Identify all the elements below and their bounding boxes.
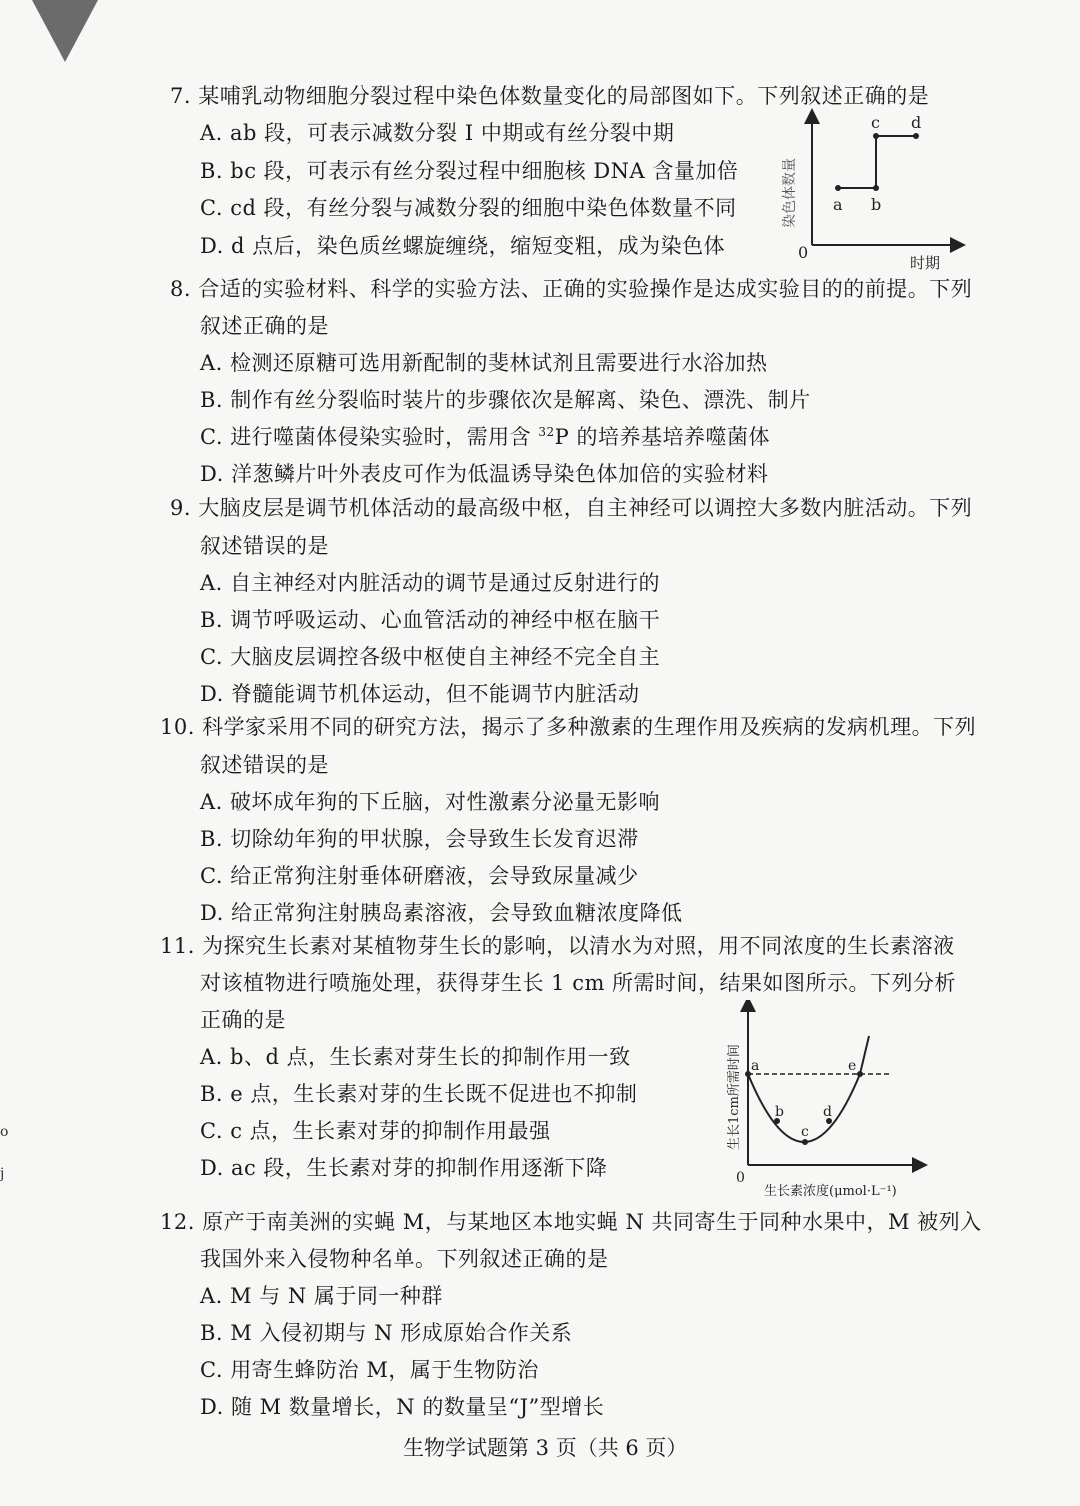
svg-text:e: e bbox=[848, 1058, 857, 1074]
svg-text:c: c bbox=[871, 113, 880, 132]
q10-option-a: A. 破坏成年狗的下丘脑，对性激素分泌量无影响 bbox=[200, 790, 661, 814]
question-7-stem: 7. 某哺乳动物细胞分裂过程中染色体数量变化的局部图如下。下列叙述正确的是 bbox=[170, 84, 930, 108]
q7-chromosome-step-figure bbox=[770, 108, 970, 273]
q11-option-b: B. e 点，生长素对芽的生长既不促进也不抑制 bbox=[200, 1082, 638, 1106]
svg-text:b: b bbox=[775, 1104, 784, 1120]
svg-text:b: b bbox=[871, 195, 882, 214]
svg-text:时期: 时期 bbox=[910, 254, 941, 272]
corner-logo-mark bbox=[32, 0, 98, 62]
question-8-stem: 8. 合适的实验材料、科学的实验方法、正确的实验操作是达成实验目的的前提。下列 bbox=[170, 277, 973, 301]
q11-option-c: C. c 点，生长素对芽的抑制作用最强 bbox=[200, 1119, 551, 1143]
q7-option-c: C. cd 段，有丝分裂与减数分裂的细胞中染色体数量不同 bbox=[200, 196, 737, 220]
question-12-stem: 12. 原产于南美洲的实蝇 M，与某地区本地实蝇 N 共同寄生于同种水果中，M 被列入 bbox=[160, 1210, 982, 1234]
q9-option-d: D. 脊髓能调节机体运动，但不能调节内脏活动 bbox=[200, 682, 640, 706]
q9-option-c: C. 大脑皮层调控各级中枢使自主神经不完全自主 bbox=[200, 645, 661, 669]
q12-option-a: A. M 与 N 属于同一种群 bbox=[200, 1284, 443, 1308]
svg-text:d: d bbox=[911, 113, 922, 132]
q10-option-b: B. 切除幼年狗的甲状腺，会导致生长发育迟滞 bbox=[200, 827, 639, 851]
svg-text:0: 0 bbox=[798, 243, 809, 262]
q8-option-d: D. 洋葱鳞片叶外表皮可作为低温诱导染色体加倍的实验材料 bbox=[200, 462, 769, 486]
svg-text:c: c bbox=[801, 1124, 809, 1140]
q9-option-b: B. 调节呼吸运动、心血管活动的神经中枢在脑干 bbox=[200, 608, 661, 632]
question-12-stem-cont: 我国外来入侵物种名单。下列叙述正确的是 bbox=[200, 1247, 609, 1271]
svg-text:d: d bbox=[823, 1104, 832, 1120]
q7-option-d: D. d 点后，染色质丝螺旋缠绕，缩短变粗，成为染色体 bbox=[200, 234, 726, 258]
q10-option-c: C. 给正常狗注射垂体研磨液，会导致尿量减少 bbox=[200, 864, 639, 888]
svg-text:生长素浓度(μmol·L⁻¹): 生长素浓度(μmol·L⁻¹) bbox=[764, 1184, 897, 1199]
question-11-stem-cont1: 对该植物进行喷施处理，获得芽生长 1 cm 所需时间，结果如图所示。下列分析 bbox=[200, 971, 957, 995]
q8-option-b: B. 制作有丝分裂临时装片的步骤依次是解离、染色、漂洗、制片 bbox=[200, 388, 811, 412]
question-number: 7. bbox=[170, 84, 192, 108]
q9-option-a: A. 自主神经对内脏活动的调节是通过反射进行的 bbox=[200, 571, 661, 595]
margin-mark: j bbox=[0, 1166, 5, 1182]
svg-text:生长1cm所需时间: 生长1cm所需时间 bbox=[727, 1044, 742, 1150]
q8-option-a: A. 检测还原糖可选用新配制的斐林试剂且需要进行水浴加热 bbox=[200, 351, 768, 375]
svg-text:染色体数量: 染色体数量 bbox=[782, 158, 798, 228]
q11-option-a: A. b、d 点，生长素对芽生长的抑制作用一致 bbox=[200, 1045, 631, 1069]
q12-option-c: C. 用寄生蜂防治 M，属于生物防治 bbox=[200, 1358, 539, 1382]
svg-text:0: 0 bbox=[736, 1170, 745, 1186]
q11-option-d: D. ac 段，生长素对芽的抑制作用逐渐下降 bbox=[200, 1156, 608, 1180]
svg-text:a: a bbox=[751, 1058, 760, 1074]
page-footer: 生物学试题第 3 页（共 6 页） bbox=[403, 1436, 688, 1460]
q10-option-d: D. 给正常狗注射胰岛素溶液，会导致血糖浓度降低 bbox=[200, 901, 683, 925]
question-10-stem-cont: 叙述错误的是 bbox=[200, 753, 329, 777]
question-11-stem: 11. 为探究生长素对某植物芽生长的影响，以清水为对照，用不同浓度的生长素溶液 bbox=[160, 934, 955, 958]
svg-text:a: a bbox=[833, 195, 843, 214]
q8-option-c: C. 进行噬菌体侵染实验时，需用含 $^{32}$P 的培养基培养噬菌体 bbox=[200, 425, 770, 449]
question-8-stem-cont: 叙述正确的是 bbox=[200, 314, 329, 338]
q7-option-b: B. bc 段，可表示有丝分裂过程中细胞核 DNA 含量加倍 bbox=[200, 159, 739, 183]
question-9-stem: 9. 大脑皮层是调节机体活动的最高级中枢，自主神经可以调控大多数内脏活动。下列 bbox=[170, 496, 973, 520]
question-9-stem-cont: 叙述错误的是 bbox=[200, 534, 329, 558]
q12-option-b: B. M 入侵初期与 N 形成原始合作关系 bbox=[200, 1321, 573, 1345]
q12-option-d: D. 随 M 数量增长，N 的数量呈“J”型增长 bbox=[200, 1395, 605, 1419]
question-10-stem: 10. 科学家采用不同的研究方法，揭示了多种激素的生理作用及疾病的发病机理。下列 bbox=[160, 715, 977, 739]
question-11-stem-cont2: 正确的是 bbox=[200, 1008, 286, 1032]
margin-mark: o bbox=[0, 1124, 9, 1140]
q11-auxin-curve-figure bbox=[712, 1000, 942, 1205]
q7-option-a: A. ab 段，可表示减数分裂 I 中期或有丝分裂中期 bbox=[200, 121, 675, 145]
